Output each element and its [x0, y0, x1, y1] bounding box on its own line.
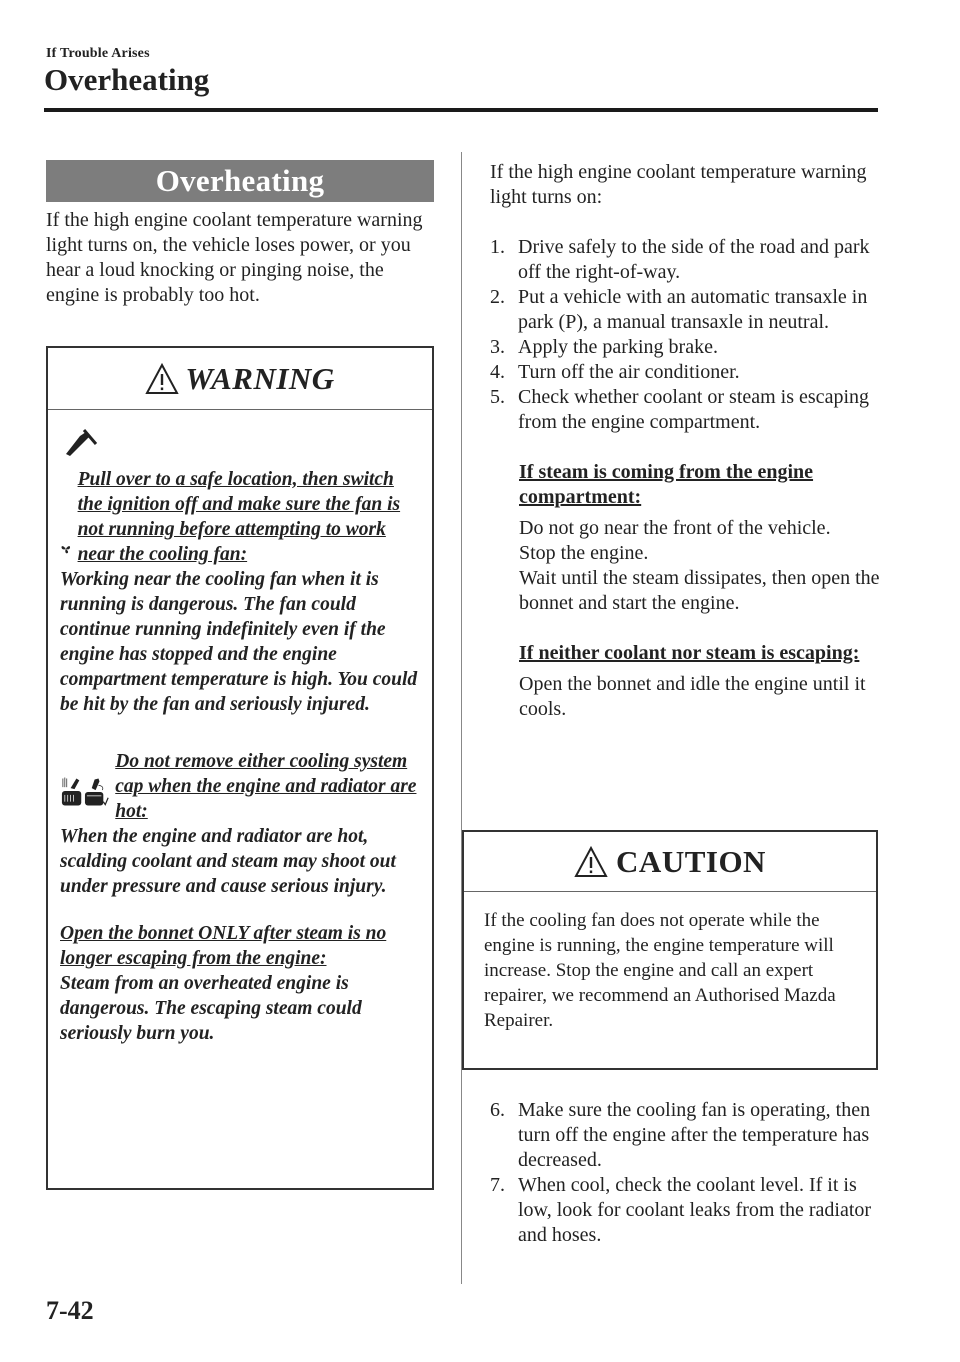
steam-heading: If steam is coming from the engine compartment:: [519, 461, 814, 508]
caution-text: If the cooling fan does not operate while the engine is running, the engine temperature will increase. Stop the engine and call an expert repairer, we recommend an Authorised Mazda Repairer.: [484, 910, 836, 1031]
warning-label: WARNING: [185, 360, 335, 396]
page-number: 7-42: [46, 1296, 94, 1325]
reservoir-cap-icon: [84, 760, 109, 824]
warning-box: [46, 346, 434, 1190]
warning-item2-text: When the engine and radiator are hot, scalding coolant and steam may shoot out under pressure and cause serious injury.: [60, 826, 396, 897]
warning-item1-title: Pull over to a safe location, then switch the ignition off and make sure the fan is not running before attempting to work near the cooling fan:: [77, 469, 401, 565]
list-item: 5. Check whether coolant or steam is escaping from the engine compartment.: [490, 386, 869, 433]
list-item: 7. When cool, check the coolant level. If it is low, look for coolant leaks from the radiator and hoses.: [490, 1174, 872, 1246]
header-rule: [44, 108, 878, 112]
list-item: 3. Apply the parking brake.: [490, 336, 718, 358]
steam-text-1: Do not go near the front of the vehicle.: [519, 517, 831, 539]
intro-paragraph: If the high engine coolant temperature warning light turns on, the vehicle loses power, or you hear a loud knocking or pinging noise, the engine is probably too hot.: [46, 209, 423, 306]
right-column-lower: [490, 1098, 882, 1248]
steam-text-2: Stop the engine.: [519, 542, 649, 564]
section-banner: Overheating: [46, 160, 434, 202]
no-steam-heading: If neither coolant nor steam is escaping:: [519, 642, 860, 664]
no-steam-text: Open the bonnet and idle the engine until it cools.: [519, 673, 866, 720]
right-intro: If the high engine coolant temperature warning light turns on:: [490, 161, 867, 208]
list-item: 1. Drive safely to the side of the road and park off the right-of-way.: [490, 236, 870, 283]
list-item: 2. Put a vehicle with an automatic transaxle in park (P), a manual transaxle in neutral.: [490, 286, 868, 333]
warning-body: [48, 410, 432, 1046]
steps-list-continued: [490, 1098, 882, 1248]
caution-triangle-icon: [574, 845, 608, 879]
no-steam-subsection: [490, 641, 882, 722]
warning-item2-title: Do not remove either cooling system cap when the engine and radiator are hot:: [115, 751, 417, 822]
steps-list: [490, 235, 882, 435]
left-column: [46, 160, 434, 308]
warning-triangle-icon: [145, 362, 179, 396]
warning-item3-title: Open the bonnet ONLY after steam is no longer escaping from the engine:: [60, 923, 387, 969]
column-divider: [461, 152, 462, 1284]
warning-header: [48, 348, 432, 410]
warning-item3-text: Steam from an overheated engine is dangerous. The escaping steam could seriously burn you.: [60, 973, 362, 1044]
list-item: 4. Turn off the air conditioner.: [490, 361, 740, 383]
steam-text-3: Wait until the steam dissipates, then open the bonnet and start the engine.: [519, 567, 880, 614]
caution-box: [462, 830, 878, 1070]
warning-item1-text: Working near the cooling fan when it is running is dangerous. The fan could continue running indefinitely even if the engine has stopped and the engine compartment temperature is high. You could be hit by the fan and seriously injured.: [60, 569, 418, 715]
steam-subsection: [490, 460, 882, 616]
caution-label: CAUTION: [616, 843, 766, 879]
caution-header: [464, 832, 876, 892]
page-title: Overheating: [44, 62, 210, 97]
section-label: If Trouble Arises: [46, 46, 150, 61]
list-item: 6. Make sure the cooling fan is operating, then turn off the engine after the temperature has decreased.: [490, 1099, 871, 1171]
right-column: [490, 160, 882, 722]
radiator-cap-hot-icon: [60, 760, 84, 824]
cooling-fan-icon: [60, 531, 72, 567]
no-tool-icon: [60, 426, 100, 460]
